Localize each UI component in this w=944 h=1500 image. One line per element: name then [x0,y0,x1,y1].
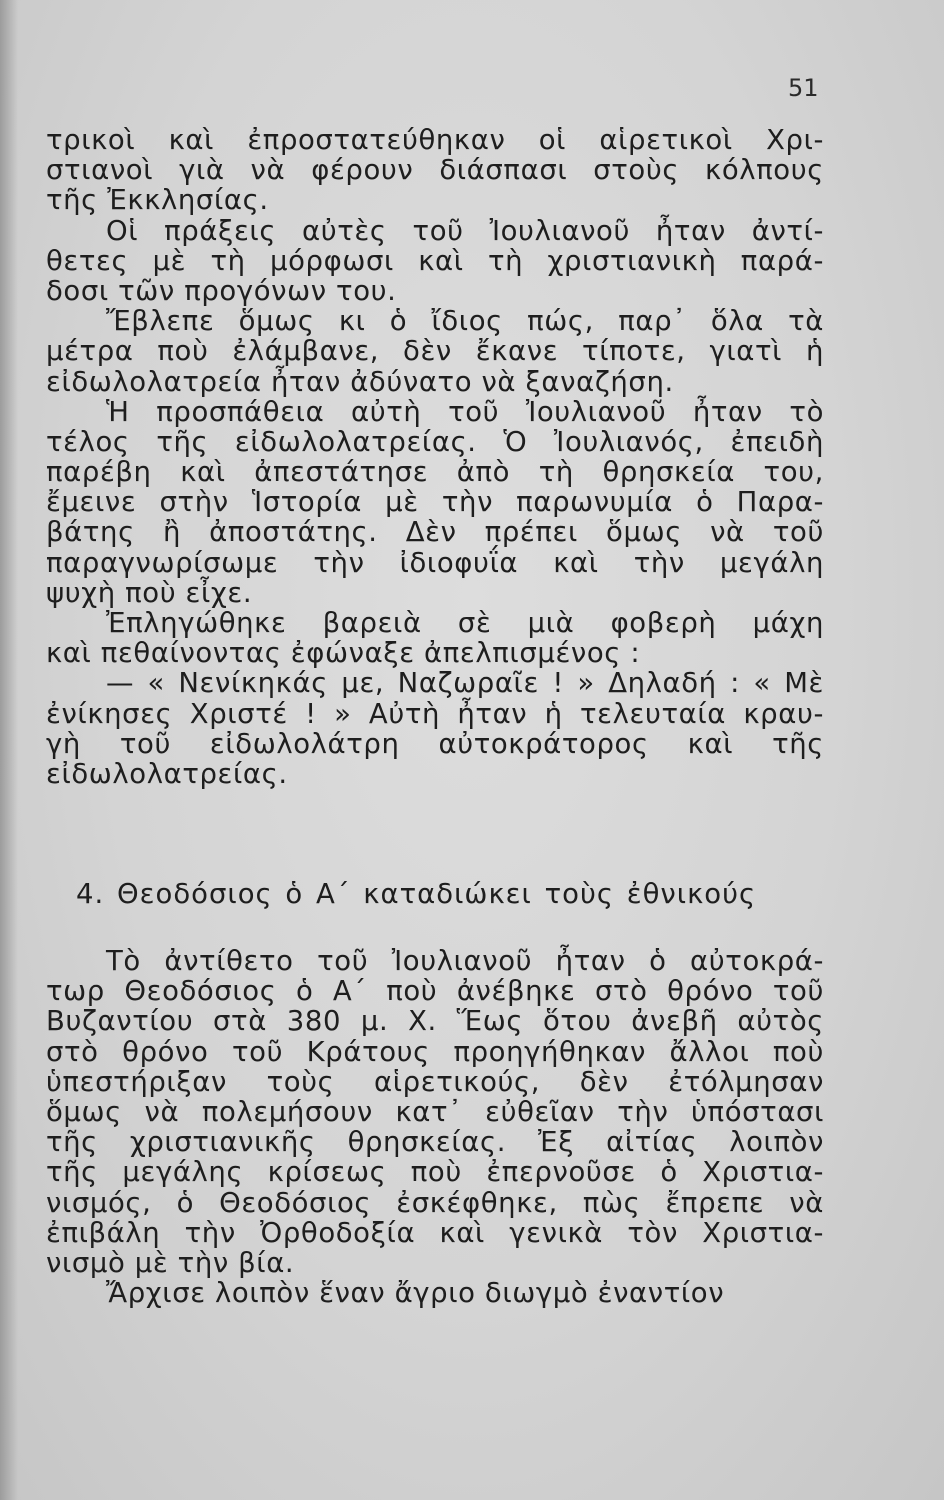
text-line: καὶ πεθαίνοντας ἐφώναξε ἀπελπισμένος : [46,637,641,670]
text-line: θετες μὲ τὴ μόρφωσι καὶ τὴ χριστιανικὴ παρά- [46,244,824,277]
text-line: τέλος τῆς εἰδωλολατρείας. Ὁ Ἰουλιανός, ἐπειδὴ [46,425,824,458]
text-line: ψυχὴ ποὺ εἶχε. [46,576,253,609]
text-line: παρέβη καὶ ἀπεστάτησε ἀπὸ τὴ θρησκεία του, [46,456,824,489]
text-line: ἐπιβάλη τὴν Ὀρθοδοξία καὶ γενικὰ τὸν Χριστια- [46,1216,824,1249]
text-line: τῆς Ἐκκλησίας. [46,184,269,217]
text-line: εἰδωλολατρεία ἦταν ἀδύνατο νὰ ξαναζήση. [46,365,674,398]
text-line: ἐνίκησες Χριστέ ! » Αὐτὴ ἦταν ἡ τελευταία κραυ- [46,697,824,730]
text-line: ὅμως νὰ πολεμήσουν κατ᾽ εὐθεῖαν τὴν ὑπόστασι [46,1095,824,1128]
text-line: δοσι τῶν προγόνων του. [46,274,397,307]
text-line: γὴ τοῦ εἰδωλολάτρη αὐτοκράτορος καὶ τῆς [46,727,824,760]
text-line: βάτης ἢ ἀποστάτης. Δὲν πρέπει ὅμως νὰ τοῦ [46,516,824,549]
text-line: νισμὸ μὲ τὴν βία. [46,1246,295,1279]
paragraph [46,216,824,307]
body-text-section [46,946,824,1308]
text-line: Ἔβλεπε ὅμως κι ὁ ἴδιος πώς, παρ᾽ ὅλα τὰ [106,305,824,338]
page-number: 51 [788,74,819,102]
paragraph [46,1278,824,1308]
body-text-top [46,125,824,789]
text-line: τῆς χριστιανικῆς θρησκείας. Ἐξ αἰτίας λοιπὸν [46,1126,824,1159]
text-line: εἰδωλολατρείας. [46,757,288,790]
text-line: μέτρα ποὺ ἐλάμβανε, δὲν ἔκανε τίποτε, γιατὶ ἡ [46,335,824,368]
text-line: τρικοὶ καὶ ἐπροστατεύθηκαν οἱ αἱρετικοὶ Χρι- [46,124,824,156]
paragraph [46,125,824,216]
text-line: Ἡ προσπάθεια αὐτὴ τοῦ Ἰουλιανοῦ ἦταν τὸ [106,395,824,428]
text-line: Ἐπληγώθηκε βαρειὰ σὲ μιὰ φοβερὴ μάχη [106,607,824,639]
text-line: ὑπεστήριξαν τοὺς αἱρετικούς, δὲν ἐτόλμησαν [46,1065,824,1098]
text-line: στιανοὶ γιὰ νὰ φέρουν διάσπασι στοὺς κόλπους [46,154,824,187]
text-line: ἔμεινε στὴν Ἱστορία μὲ τὴν παρωνυμία ὁ Παρα- [46,486,824,519]
paragraph [46,608,824,668]
text-line: νισμός, ὁ Θεοδόσιος ἐσκέφθηκε, πὼς ἔπρεπε νὰ [46,1186,824,1219]
text-line: Οἱ πράξεις αὐτὲς τοῦ Ἰουλιανοῦ ἦταν ἀντί- [106,214,824,247]
paragraph [46,397,824,608]
text-line: — « Νενίκηκάς με, Ναζωραῖε ! » Δηλαδή : « Μὲ [106,667,824,700]
text-line: τῆς μεγάλης κρίσεως ποὺ ἐπερνοῦσε ὁ Χριστια- [46,1156,824,1189]
section-heading: 4. Θεοδόσιος ὁ Α΄ καταδιώκει τοὺς ἐθνικούς [76,878,757,910]
text-line: Βυζαντίου στὰ 380 μ. Χ. Ἕως ὅτου ἀνεβῆ αὐτὸς [46,1005,824,1038]
paragraph [46,946,824,1278]
text-line: Τὸ ἀντίθετο τοῦ Ἰουλιανοῦ ἦταν ὁ αὐτοκρά- [106,945,824,977]
paragraph [46,306,824,397]
text-line: Ἄρχισε λοιπὸν ἕναν ἄγριο διωγμὸ ἐναντίον [106,1277,725,1310]
text-line: στὸ θρόνο τοῦ Κράτους προηγήθηκαν ἄλλοι ποὺ [46,1035,824,1068]
paragraph [46,668,824,789]
text-line: παραγνωρίσωμε τὴν ἰδιοφυΐα καὶ τὴν μεγάλη [46,546,824,579]
text-line: τωρ Θεοδόσιος ὁ Α΄ ποὺ ἀνέβηκε στὸ θρόνο τοῦ [46,975,824,1008]
